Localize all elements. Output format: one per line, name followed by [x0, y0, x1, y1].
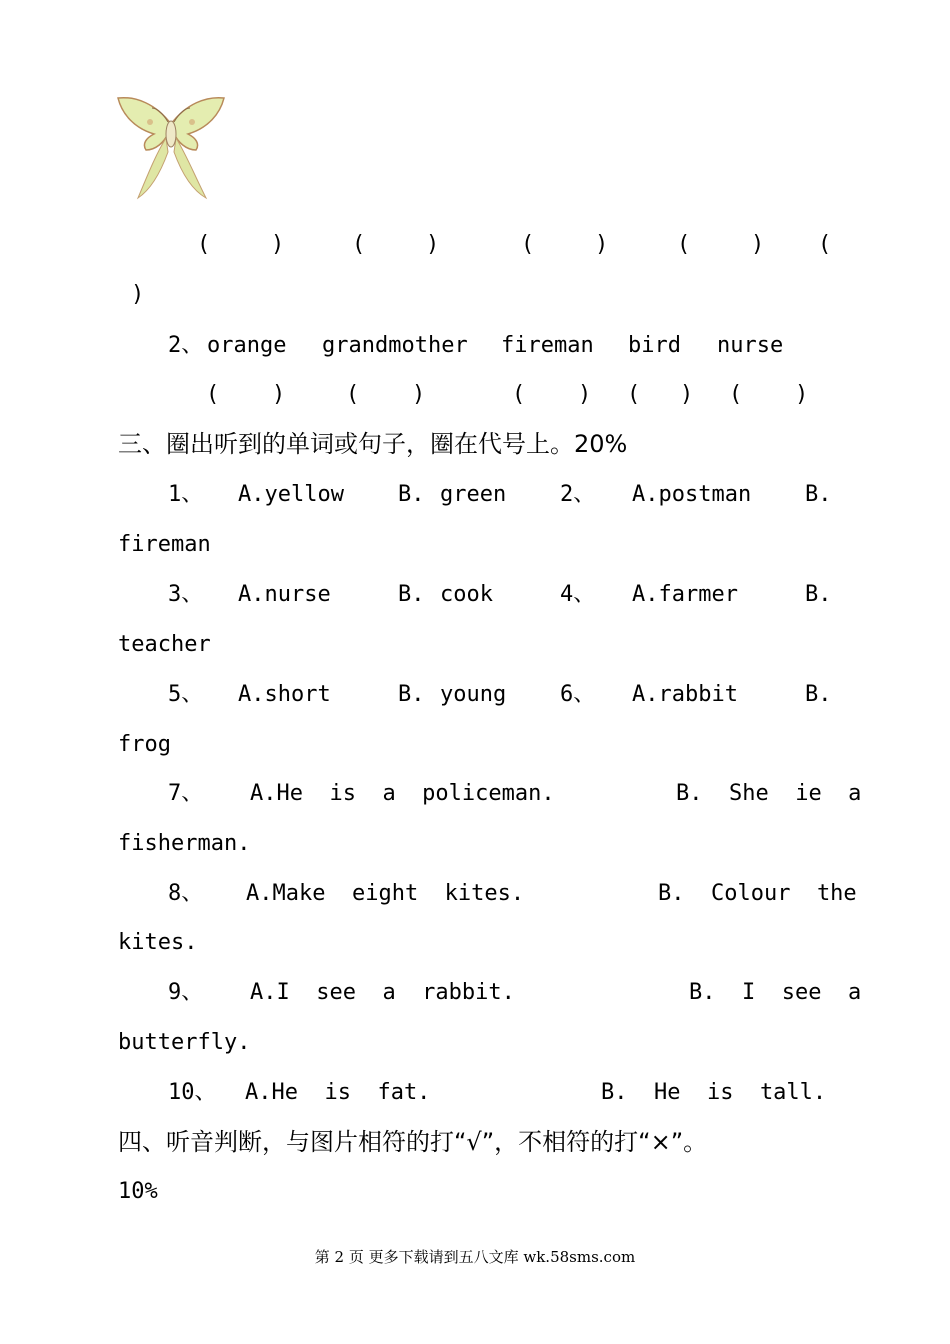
blank-close: ) [595, 232, 609, 257]
blank-open: ( [627, 382, 641, 407]
blank-open: ( [521, 232, 535, 257]
blank-open: ( [352, 232, 366, 257]
blank-open: ( [197, 232, 211, 257]
option-b: B. He is tall. [601, 1080, 827, 1105]
item-number: 2、 [560, 482, 596, 507]
item-number: 10、 [168, 1080, 217, 1105]
page-footer: 第 2 页 更多下载请到五八文库 wk.58sms.com [314, 1248, 636, 1266]
option-a: A.He is fat. [245, 1080, 431, 1105]
blank-close: ) [578, 382, 592, 407]
blank-close: ) [131, 282, 145, 307]
option-b: B. [805, 682, 832, 707]
option-a: A.postman [632, 482, 752, 507]
blank-open: ( [346, 382, 360, 407]
q2-word: orange [207, 333, 287, 358]
option-b: B. Colour the [658, 881, 857, 906]
option-a: A.short [238, 682, 331, 707]
option-b-word: green [440, 482, 507, 507]
option-b: B. [805, 582, 832, 607]
option-b: B. I see a [689, 980, 862, 1005]
blank-close: ) [680, 382, 694, 407]
item-number: 5、 [168, 682, 204, 707]
blank-open: ( [512, 382, 526, 407]
option-b: B. [398, 482, 425, 507]
blank-open: ( [729, 382, 743, 407]
item-number: 7、 [168, 781, 204, 806]
option-a: A.He is a policeman. [250, 781, 555, 806]
option-a: A.farmer [632, 582, 738, 607]
option-b-word: fireman [118, 532, 211, 557]
blank-open: ( [206, 382, 220, 407]
option-b-word: cook [440, 582, 493, 607]
option-b-word: frog [118, 732, 171, 757]
blank-open: ( [818, 232, 832, 257]
blank-close: ) [751, 232, 765, 257]
section-3-heading: 三、圈出听到的单词或句子，圈在代号上。20% [118, 430, 628, 458]
item-number: 3、 [168, 582, 204, 607]
option-b: B. [398, 682, 425, 707]
option-b-word: young [440, 682, 507, 707]
q2-word: bird [628, 333, 681, 358]
option-b-continued: fisherman. [118, 831, 251, 856]
option-a: A.rabbit [632, 682, 738, 707]
option-a: A.nurse [238, 582, 331, 607]
blank-open: ( [677, 232, 691, 257]
blank-close: ) [412, 382, 426, 407]
section-4-score: 10% [118, 1179, 158, 1204]
item-number: 1、 [168, 482, 204, 507]
q2-word: fireman [501, 333, 594, 358]
blank-close: ) [795, 382, 809, 407]
item-number: 4、 [560, 582, 596, 607]
option-b-word: teacher [118, 632, 211, 657]
item-number: 9、 [168, 980, 204, 1005]
section-4-heading: 四、听音判断，与图片相符的打“√”，不相符的打“×”。 [118, 1128, 708, 1156]
q2-number: 2、 [168, 333, 204, 358]
option-b-continued: kites. [118, 930, 198, 955]
moth-image [116, 94, 226, 202]
option-a: A.yellow [238, 482, 344, 507]
option-a: A.Make eight kites. [246, 881, 525, 906]
option-b: B. She ie a [676, 781, 862, 806]
item-number: 6、 [560, 682, 596, 707]
blank-close: ) [272, 382, 286, 407]
blank-close: ) [271, 232, 285, 257]
q2-word: grandmother [322, 333, 468, 358]
option-b: B. [805, 482, 832, 507]
option-a: A.I see a rabbit. [250, 980, 515, 1005]
item-number: 8、 [168, 881, 204, 906]
option-b: B. [398, 582, 425, 607]
blank-close: ) [426, 232, 440, 257]
option-b-continued: butterfly. [118, 1030, 251, 1055]
q2-word: nurse [717, 333, 784, 358]
